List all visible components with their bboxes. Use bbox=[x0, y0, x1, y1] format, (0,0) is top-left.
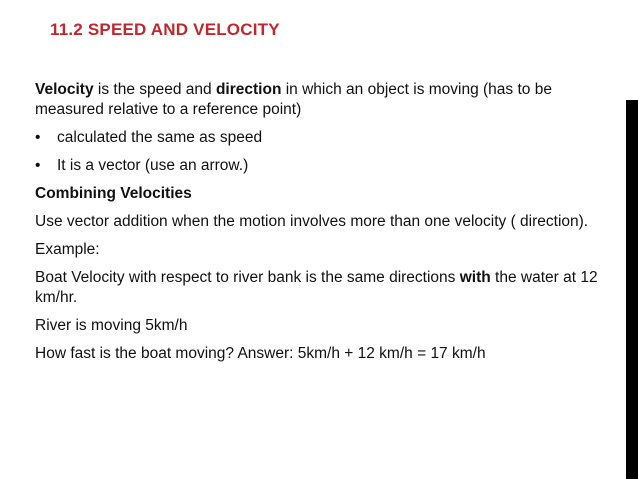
slide-title: 11.2 SPEED AND VELOCITY bbox=[50, 20, 280, 39]
velocity-term: Velocity bbox=[35, 81, 94, 98]
edge-bar-bottom bbox=[626, 100, 638, 479]
bullet-dot: • bbox=[35, 157, 41, 174]
intro-mid: is the speed and bbox=[93, 81, 216, 98]
bullet-text: calculated the same as speed bbox=[57, 129, 263, 146]
question-answer-text: How fast is the boat moving? Answer: 5km/h + 12 km/h = 17 km/h bbox=[35, 345, 486, 362]
slide-edge-bar bbox=[626, 0, 638, 479]
bullet-text: It is a vector (use an arrow.) bbox=[57, 157, 249, 174]
boat-pre: Boat Velocity with respect to river bank is the same directions bbox=[35, 269, 460, 286]
edge-bar-top bbox=[626, 0, 638, 100]
bullet-item bbox=[35, 156, 615, 176]
bullet-item bbox=[35, 128, 615, 148]
direction-term: direction bbox=[215, 81, 282, 98]
bullet-dot: • bbox=[35, 129, 41, 146]
boat-post: the water at 12 km/hr. bbox=[35, 269, 598, 306]
section-heading: Combining Velocities bbox=[35, 185, 192, 202]
intro-post: in which an object is moving (has to be measured relative to a reference point) bbox=[35, 81, 552, 118]
boat-with: with bbox=[459, 269, 491, 286]
river-speed-text: River is moving 5km/h bbox=[35, 317, 188, 334]
example-label: Example: bbox=[35, 241, 100, 258]
vector-addition-text: Use vector addition when the motion involves more than one velocity ( direction). bbox=[35, 213, 589, 230]
slide-body bbox=[35, 80, 615, 372]
boat-velocity-text bbox=[35, 268, 615, 308]
velocity-definition bbox=[35, 80, 615, 120]
